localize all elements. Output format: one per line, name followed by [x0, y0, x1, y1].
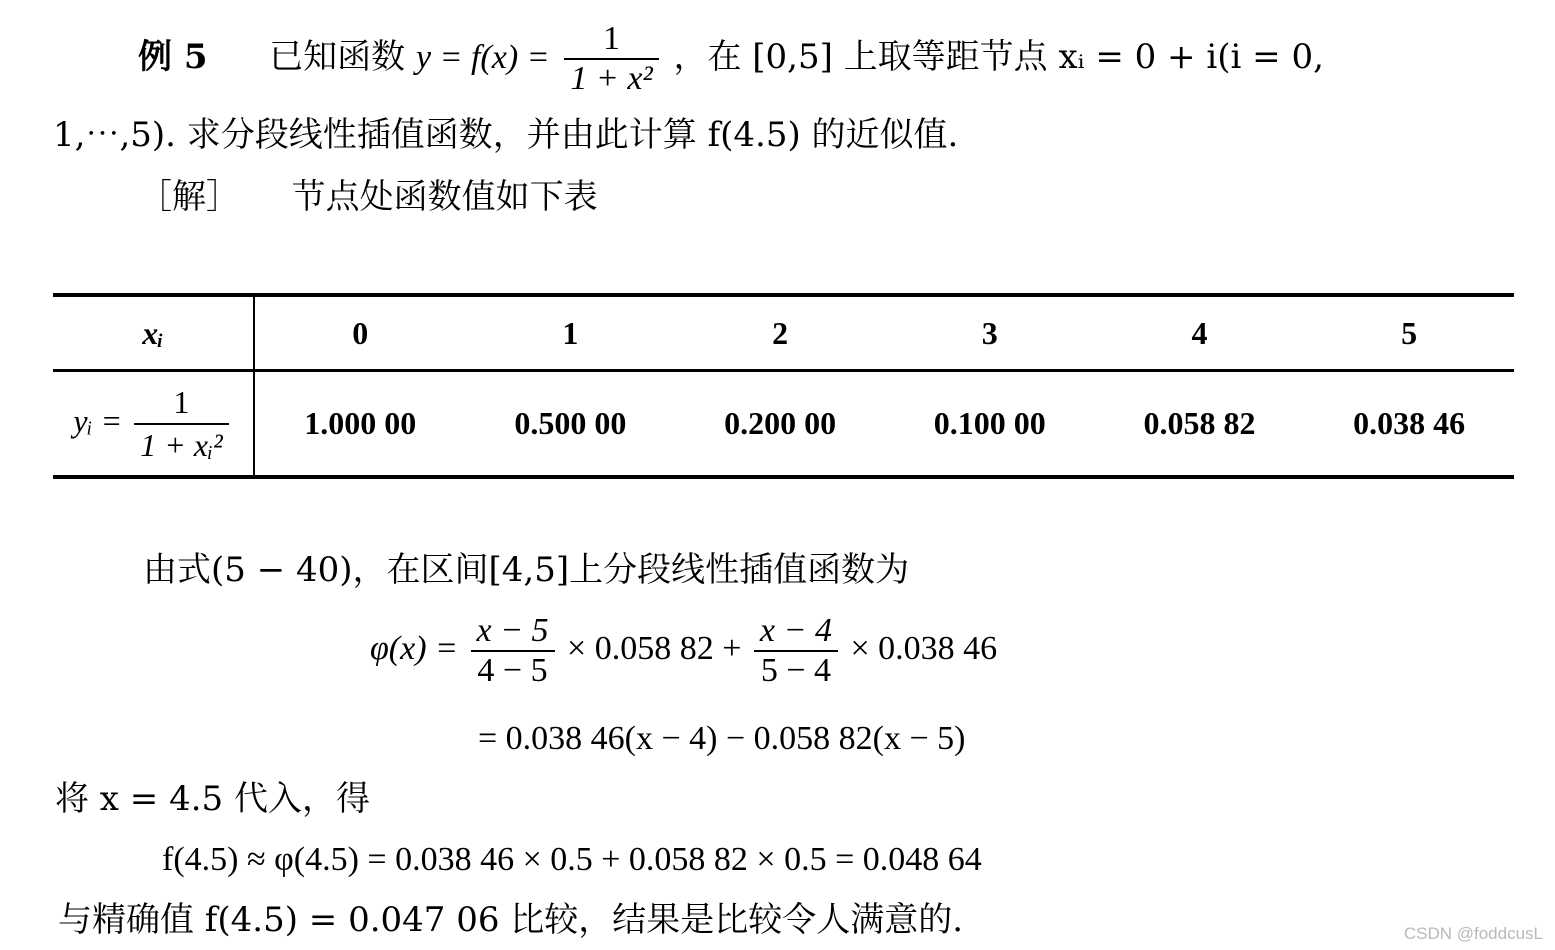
row-y-value: 0.058 82: [1095, 371, 1305, 478]
substitution-text: 将 x = 4.5 代入，得: [55, 779, 370, 819]
conclusion-text: 与精确值 f(4.5) = 0.047 06 比较，结果是比较令人满意的.: [58, 900, 964, 940]
fraction-1-numerator: x − 5: [476, 612, 549, 649]
result-line: [162, 843, 982, 877]
row-y-value: 0.200 00: [675, 371, 885, 478]
problem-line-2-text: 1,⋯,5). 求分段线性插值函数，并由此计算 f(4.5) 的近似值.: [53, 115, 959, 155]
problem-intro: 已知函数: [269, 37, 406, 77]
row-y-value: 0.038 46: [1304, 371, 1514, 478]
term-1: × 0.058 82 +: [567, 629, 742, 667]
derivation-intro-text: 由式(5 − 40)，在区间[4,5]上分段线性插值函数为: [143, 550, 910, 590]
header-xi-label: xᵢ: [53, 295, 254, 371]
row-yi-numerator: 1: [173, 383, 190, 420]
substitution-line: [55, 779, 370, 819]
fraction-1-denominator: 4 − 5: [471, 650, 555, 688]
solution-bracket: ［解］: [138, 177, 240, 217]
watermark: CSDN @foddcusL: [1403, 924, 1543, 943]
row-y-value: 0.100 00: [885, 371, 1095, 478]
interpolation-formula: [370, 614, 997, 688]
row-yi-lhs: yᵢ =: [73, 401, 123, 438]
table-header-row: [53, 295, 1514, 371]
header-x-value: 4: [1095, 295, 1305, 371]
function-numerator: 1: [603, 20, 621, 57]
node-value-table: [53, 293, 1514, 479]
row-yi-label: [53, 371, 254, 478]
row-yi-fraction: [134, 384, 228, 464]
header-x-value: 2: [675, 295, 885, 371]
header-x-value: 1: [466, 295, 676, 371]
term-2: × 0.038 46: [850, 629, 998, 667]
function-denominator: 1 + x²: [564, 58, 658, 96]
row-y-value: 1.000 00: [254, 371, 466, 478]
derivation-intro: [143, 550, 910, 590]
table-value-row: [53, 371, 1514, 478]
header-x-value: 5: [1304, 295, 1514, 371]
problem-line-2: [53, 115, 959, 155]
header-x-value: 3: [885, 295, 1095, 371]
problem-line-1: [138, 22, 1324, 96]
fraction-2: [754, 614, 838, 688]
function-fraction: [564, 22, 658, 96]
row-y-value: 0.500 00: [466, 371, 676, 478]
conclusion-line: [58, 900, 964, 940]
fraction-2-numerator: x − 4: [759, 612, 832, 649]
phi-lhs: φ(x) =: [370, 629, 458, 667]
solution-heading-text: 节点处函数值如下表: [291, 177, 598, 217]
solution-heading: [138, 177, 598, 217]
fraction-1: [471, 614, 555, 688]
function-lhs: y = f(x) =: [415, 39, 550, 76]
row-yi-denominator: 1 + xᵢ²: [134, 423, 228, 464]
result-text: f(4.5) ≈ φ(4.5) = 0.038 46 × 0.5 + 0.058 82 × 0.5 = 0.048 64: [162, 841, 982, 878]
interpolation-simplified: [478, 722, 966, 756]
fraction-2-denominator: 5 − 4: [754, 650, 838, 688]
problem-line-1-tail: ，在 [0,5] 上取等距节点 xᵢ = 0 + i(i = 0,: [673, 37, 1324, 77]
header-x-value: 0: [254, 295, 466, 371]
example-label: 例 5: [138, 37, 208, 77]
simplified-text: = 0.038 46(x − 4) − 0.058 82(x − 5): [478, 720, 966, 757]
